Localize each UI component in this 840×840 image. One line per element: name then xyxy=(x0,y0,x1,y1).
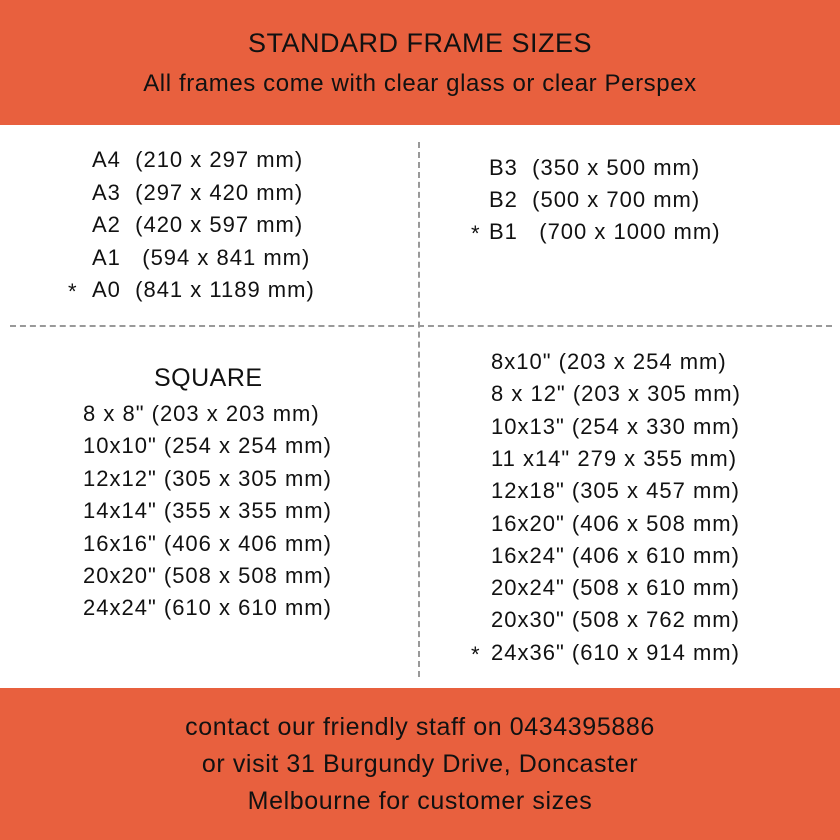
asterisk-icon: * xyxy=(471,641,480,667)
size-item: 24x24" (610 x 610 mm) xyxy=(83,595,332,621)
horizontal-divider xyxy=(10,325,832,327)
size-item: 8 x 8" (203 x 203 mm) xyxy=(83,401,320,426)
size-item: B1 (700 x 1000 mm) xyxy=(489,219,721,244)
asterisk-icon: * xyxy=(68,279,77,304)
size-item: 20x30" (508 x 762 mm) xyxy=(491,607,740,633)
size-item: A3 (297 x 420 mm) xyxy=(92,179,304,205)
page-title: STANDARD FRAME SIZES xyxy=(247,28,593,58)
size-item: 16x20" (406 x 508 mm) xyxy=(491,510,740,536)
size-item: A2 (420 x 597 mm) xyxy=(92,212,304,237)
size-item: 8x10" (203 x 254 mm) xyxy=(491,349,727,374)
footer-band xyxy=(0,688,840,840)
size-item: 11 x14" 279 x 355 mm) xyxy=(491,445,738,471)
size-item: A1 (594 x 841 mm) xyxy=(92,244,311,270)
page-subtitle: All frames come with clear glass or clear Perspex xyxy=(143,70,697,97)
footer-contact: contact our friendly staff on 0434395886 xyxy=(185,713,655,741)
size-item: 12x12" (305 x 305 mm) xyxy=(83,465,332,491)
asterisk-icon: * xyxy=(471,221,480,246)
size-item: 20x24" (508 x 610 mm) xyxy=(491,575,740,601)
size-item: 12x18" (305 x 457 mm) xyxy=(491,478,740,504)
size-item: B2 (500 x 700 mm) xyxy=(489,187,701,212)
square-heading: SQUARE xyxy=(154,364,263,392)
size-item: 10x13" (254 x 330 mm) xyxy=(491,413,740,439)
size-item: 8 x 12" (203 x 305 mm) xyxy=(491,381,741,407)
size-item: 10x10" (254 x 254 mm) xyxy=(83,433,332,459)
size-item: 14x14" (355 x 355 mm) xyxy=(83,498,332,524)
size-item: 16x24" (406 x 610 mm) xyxy=(491,542,740,568)
size-item: A4 (210 x 297 mm) xyxy=(92,147,304,172)
vertical-divider xyxy=(418,142,420,677)
size-item: 20x20" (508 x 508 mm) xyxy=(83,563,332,588)
header-band xyxy=(0,0,840,125)
footer-address: or visit 31 Burgundy Drive, Doncaster xyxy=(201,750,639,778)
size-item: 24x36" (610 x 914 mm) xyxy=(491,639,740,665)
size-item: 16x16" (406 x 406 mm) xyxy=(83,530,332,556)
size-item: B3 (350 x 500 mm) xyxy=(489,155,701,180)
size-item: A0 (841 x 1189 mm) xyxy=(92,277,315,302)
footer-note: Melbourne for customer sizes xyxy=(247,787,593,815)
